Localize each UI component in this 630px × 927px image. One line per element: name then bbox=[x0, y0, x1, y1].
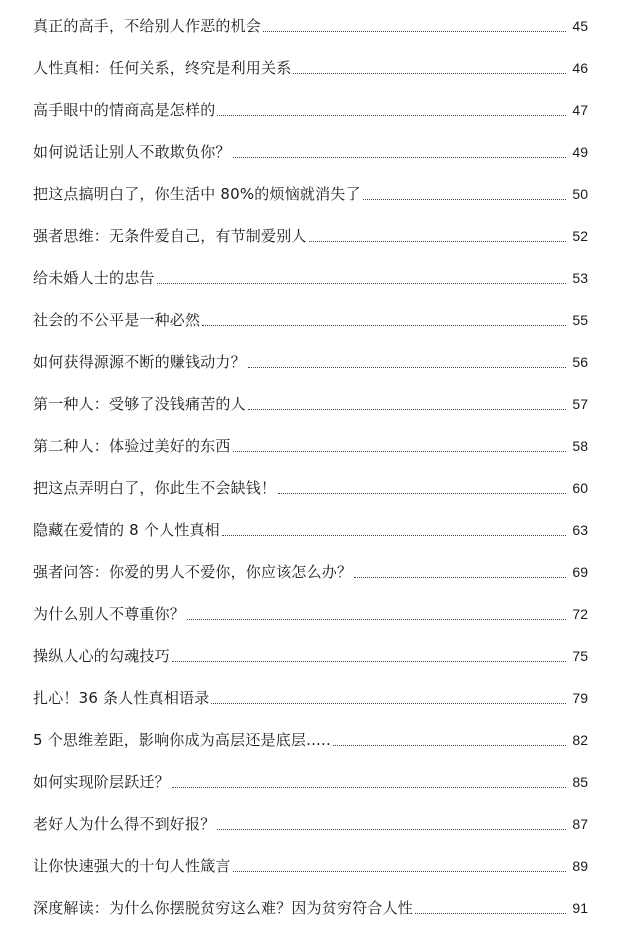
toc-entry-title: 人性真相：任何关系，终究是利用关系 bbox=[33, 59, 292, 77]
toc-entry-title: 操纵人心的勾魂技巧 bbox=[33, 647, 170, 665]
toc-entry-title: 强者思维：无条件爱自己，有节制爱别人 bbox=[33, 227, 307, 245]
toc-entry-title: 让你快速强大的十句人性箴言 bbox=[33, 857, 231, 875]
toc-entry[interactable] bbox=[33, 180, 588, 204]
toc-entry[interactable] bbox=[33, 474, 588, 498]
dot-leader bbox=[354, 577, 566, 578]
toc-entry-page: 91 bbox=[572, 900, 588, 916]
toc-entry-page: 60 bbox=[572, 480, 588, 496]
toc-entry-page: 53 bbox=[572, 270, 588, 286]
toc-entry-page: 46 bbox=[572, 60, 588, 76]
toc-entry-page: 45 bbox=[572, 18, 588, 34]
toc-entry-title: 如何获得源源不断的赚钱动力？ bbox=[33, 353, 246, 371]
toc-entry[interactable] bbox=[33, 12, 588, 36]
toc-entry[interactable] bbox=[33, 768, 588, 792]
toc-entry-title: 扎心！36 条人性真相语录 bbox=[33, 689, 210, 707]
dot-leader bbox=[172, 787, 566, 788]
toc-entry-title: 把这点搞明白了，你生活中 80%的烦恼就消失了 bbox=[33, 185, 361, 203]
toc-entry[interactable] bbox=[33, 306, 588, 330]
toc-entry-page: 55 bbox=[572, 312, 588, 328]
dot-leader bbox=[233, 451, 566, 452]
dot-leader bbox=[172, 661, 566, 662]
dot-leader bbox=[202, 325, 566, 326]
toc-entry-page: 82 bbox=[572, 732, 588, 748]
dot-leader bbox=[309, 241, 566, 242]
toc-entry[interactable] bbox=[33, 222, 588, 246]
toc-entry-page: 85 bbox=[572, 774, 588, 790]
dot-leader bbox=[293, 73, 566, 74]
toc-entry-title: 老好人为什么得不到好报？ bbox=[33, 815, 216, 833]
toc-entry-page: 87 bbox=[572, 816, 588, 832]
toc-entry-title: 深度解读：为什么你摆脱贫穷这么难？因为贫穷符合人性 bbox=[33, 899, 414, 917]
dot-leader bbox=[211, 703, 566, 704]
toc-entry[interactable] bbox=[33, 642, 588, 666]
toc-entry[interactable] bbox=[33, 684, 588, 708]
toc-entry[interactable] bbox=[33, 96, 588, 120]
dot-leader bbox=[415, 913, 566, 914]
dot-leader bbox=[263, 31, 566, 32]
dot-leader bbox=[278, 493, 566, 494]
toc-entry-page: 52 bbox=[572, 228, 588, 244]
dot-leader bbox=[217, 115, 566, 116]
toc-entry[interactable] bbox=[33, 390, 588, 414]
toc-entry[interactable] bbox=[33, 852, 588, 876]
toc-entry-page: 56 bbox=[572, 354, 588, 370]
toc-entry[interactable] bbox=[33, 726, 588, 750]
dot-leader bbox=[363, 199, 566, 200]
dot-leader bbox=[248, 367, 566, 368]
toc-entry[interactable] bbox=[33, 138, 588, 162]
toc-entry-title: 5 个思维差距，影响你成为高层还是底层..... bbox=[33, 731, 331, 749]
toc-entry-page: 69 bbox=[572, 564, 588, 580]
toc-entry-title: 第一种人：受够了没钱痛苦的人 bbox=[33, 395, 246, 413]
toc-entry[interactable] bbox=[33, 810, 588, 834]
toc-entry-title: 把这点弄明白了，你此生不会缺钱！ bbox=[33, 479, 277, 497]
dot-leader bbox=[333, 745, 566, 746]
toc-entry[interactable] bbox=[33, 348, 588, 372]
toc-entry[interactable] bbox=[33, 558, 588, 582]
dot-leader bbox=[233, 157, 566, 158]
toc-entry-title: 社会的不公平是一种必然 bbox=[33, 311, 201, 329]
toc-entry-page: 49 bbox=[572, 144, 588, 160]
dot-leader bbox=[222, 535, 566, 536]
toc-entry[interactable] bbox=[33, 432, 588, 456]
toc-entry[interactable] bbox=[33, 600, 588, 624]
toc-entry-title: 第二种人：体验过美好的东西 bbox=[33, 437, 231, 455]
toc-entry-title: 高手眼中的情商高是怎样的 bbox=[33, 101, 216, 119]
toc-entry-page: 47 bbox=[572, 102, 588, 118]
toc-entry-title: 强者问答：你爱的男人不爱你，你应该怎么办？ bbox=[33, 563, 353, 581]
dot-leader bbox=[248, 409, 566, 410]
toc-entry-page: 58 bbox=[572, 438, 588, 454]
toc-entry[interactable] bbox=[33, 54, 588, 78]
toc-entry-title: 为什么别人不尊重你？ bbox=[33, 605, 186, 623]
toc-entry-title: 隐藏在爱情的 8 个人性真相 bbox=[33, 521, 220, 539]
dot-leader bbox=[217, 829, 566, 830]
toc-entry-title: 真正的高手，不给别人作恶的机会 bbox=[33, 17, 262, 35]
toc-entry-page: 75 bbox=[572, 648, 588, 664]
toc-entry-page: 89 bbox=[572, 858, 588, 874]
toc-entry[interactable] bbox=[33, 894, 588, 918]
dot-leader bbox=[157, 283, 566, 284]
dot-leader bbox=[187, 619, 566, 620]
toc-entry-page: 57 bbox=[572, 396, 588, 412]
dot-leader bbox=[233, 871, 566, 872]
toc-entry-page: 63 bbox=[572, 522, 588, 538]
toc-entry-title: 如何实现阶层跃迁？ bbox=[33, 773, 170, 791]
toc-entry-page: 50 bbox=[572, 186, 588, 202]
toc-entry[interactable] bbox=[33, 516, 588, 540]
toc-entry-title: 给未婚人士的忠告 bbox=[33, 269, 155, 287]
toc-entry[interactable] bbox=[33, 264, 588, 288]
toc-entry-page: 72 bbox=[572, 606, 588, 622]
toc-entry-title: 如何说话让别人不敢欺负你？ bbox=[33, 143, 231, 161]
toc-entry-page: 79 bbox=[572, 690, 588, 706]
